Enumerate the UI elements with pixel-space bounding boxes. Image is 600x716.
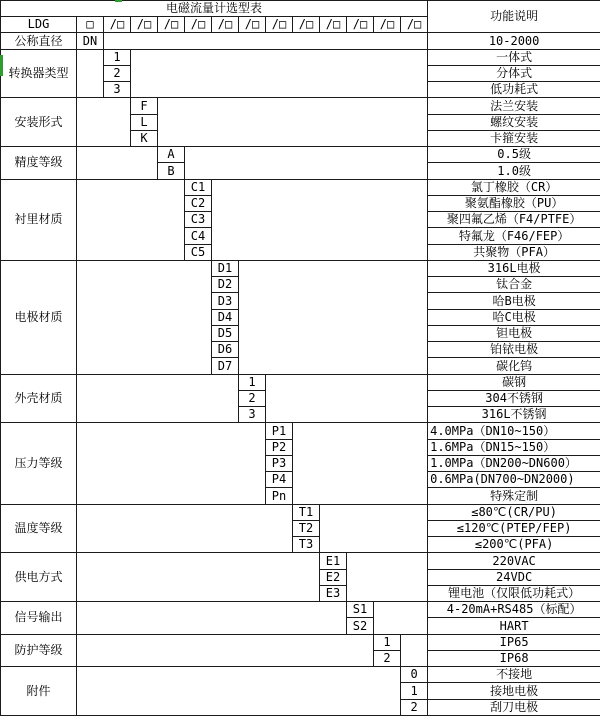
code-cell: 2	[401, 699, 428, 716]
description-cell: 24VDC	[428, 569, 600, 585]
description-cell: 316L电极	[428, 260, 600, 276]
filler-cell	[347, 553, 428, 602]
code-cell: D2	[212, 277, 239, 293]
description-cell: IP68	[428, 650, 600, 666]
category-cell: 公称直径	[1, 33, 77, 49]
table-row	[1, 553, 600, 569]
function-column-header: 功能说明	[428, 1, 600, 33]
filler-cell	[104, 33, 428, 49]
category-cell: 衬里材质	[1, 179, 77, 260]
code-cell: F	[131, 98, 158, 114]
code-cell: P2	[266, 439, 293, 455]
category-cell: 防护等级	[1, 634, 77, 667]
filler-cell	[320, 504, 428, 553]
filler-cell	[212, 179, 428, 260]
filler-cell	[77, 634, 374, 667]
filler-cell	[77, 553, 320, 602]
code-cell: 2	[239, 390, 266, 406]
code-cell: 1	[104, 49, 131, 65]
code-cell: 2	[374, 650, 401, 666]
description-cell: 低功耗式	[428, 82, 600, 98]
description-cell: 螺纹安装	[428, 114, 600, 130]
filler-cell	[77, 504, 293, 553]
description-cell: 接地电极	[428, 683, 600, 699]
table-row	[1, 147, 600, 163]
description-cell: 聚四氟乙烯（F4/PTFE）	[428, 212, 600, 228]
description-cell: 钛合金	[428, 277, 600, 293]
description-cell: 0.6MPa(DN700~DN2000)	[428, 472, 600, 488]
model-first-box: □	[77, 17, 104, 33]
description-cell: 不接地	[428, 667, 600, 683]
model-prefix-label: LDG	[1, 17, 77, 33]
table-row	[1, 667, 600, 683]
table-row	[1, 423, 600, 439]
category-cell: 安装形式	[1, 98, 77, 147]
code-cell: 3	[104, 82, 131, 98]
model-slot-box: /□	[158, 17, 185, 33]
description-cell: 氯丁橡胶（CR）	[428, 179, 600, 195]
filler-cell	[131, 49, 428, 98]
table-title: 电磁流量计选型表	[1, 1, 428, 17]
code-cell: K	[131, 130, 158, 146]
table-row	[1, 179, 600, 195]
filler-cell	[266, 374, 428, 423]
code-cell: T3	[293, 537, 320, 553]
description-cell: 0.5级	[428, 147, 600, 163]
description-cell: 220VAC	[428, 553, 600, 569]
filler-cell	[77, 374, 239, 423]
model-slot-box: /□	[212, 17, 239, 33]
description-cell: 刮刀电极	[428, 699, 600, 716]
description-cell: 聚氨酯橡胶（PU）	[428, 195, 600, 211]
model-slot-box: /□	[293, 17, 320, 33]
category-cell: 外壳材质	[1, 374, 77, 423]
code-cell: S1	[347, 602, 374, 618]
filler-cell	[185, 147, 428, 180]
code-cell: E1	[320, 553, 347, 569]
model-slot-box: /□	[131, 17, 158, 33]
code-cell: C2	[185, 195, 212, 211]
description-cell: 法兰安装	[428, 98, 600, 114]
table-row	[1, 260, 600, 276]
description-cell: 钽电极	[428, 325, 600, 341]
description-cell: ≤80℃(CR/PU)	[428, 504, 600, 520]
code-cell: Pn	[266, 488, 293, 504]
category-cell: 转换器类型	[1, 49, 77, 98]
description-cell: 316L不锈钢	[428, 407, 600, 423]
category-cell: 信号输出	[1, 602, 77, 635]
code-cell: 1	[374, 634, 401, 650]
code-cell: 3	[239, 407, 266, 423]
category-cell: 精度等级	[1, 147, 77, 180]
code-cell: L	[131, 114, 158, 130]
model-slot-box: /□	[185, 17, 212, 33]
filler-cell	[77, 602, 347, 635]
description-cell: 1.6MPa（DN15~150）	[428, 439, 600, 455]
table-row	[1, 98, 600, 114]
description-cell: ≤200℃(PFA)	[428, 537, 600, 553]
model-slot-box: /□	[266, 17, 293, 33]
category-cell: 供电方式	[1, 553, 77, 602]
table-row	[1, 504, 600, 520]
category-cell: 附件	[1, 667, 77, 716]
code-cell: P3	[266, 455, 293, 471]
code-cell: B	[158, 163, 185, 179]
code-cell: 0	[401, 667, 428, 683]
model-slot-box: /□	[239, 17, 266, 33]
code-cell: D4	[212, 309, 239, 325]
description-cell: 锂电池（仅限低功耗式）	[428, 585, 600, 601]
description-cell: 4-20mA+RS485（标配）	[428, 602, 600, 618]
description-cell: 铂铱电极	[428, 342, 600, 358]
description-cell: HART	[428, 618, 600, 634]
filler-cell	[401, 634, 428, 667]
code-cell: C4	[185, 228, 212, 244]
code-cell: T1	[293, 504, 320, 520]
description-cell: 304不锈钢	[428, 390, 600, 406]
code-cell: S2	[347, 618, 374, 634]
model-slot-box: /□	[401, 17, 428, 33]
code-cell: T2	[293, 520, 320, 536]
description-cell: 哈B电极	[428, 293, 600, 309]
code-cell: 1	[239, 374, 266, 390]
filler-cell	[293, 423, 428, 504]
filler-cell	[239, 260, 428, 374]
header-row	[1, 1, 600, 17]
code-cell: D1	[212, 260, 239, 276]
code-cell: D3	[212, 293, 239, 309]
table-row	[1, 33, 600, 49]
category-cell: 电极材质	[1, 260, 77, 374]
category-cell: 温度等级	[1, 504, 77, 553]
model-slot-box: /□	[347, 17, 374, 33]
description-cell: IP65	[428, 634, 600, 650]
description-cell: 碳钢	[428, 374, 600, 390]
table-row	[1, 49, 600, 65]
code-cell: E3	[320, 585, 347, 601]
description-cell: 分体式	[428, 65, 600, 81]
description-cell: 碳化钨	[428, 358, 600, 374]
description-cell: 10-2000	[428, 33, 600, 49]
model-slot-box: /□	[320, 17, 347, 33]
description-cell: 卡箍安装	[428, 130, 600, 146]
model-slot-box: /□	[374, 17, 401, 33]
code-cell: D5	[212, 325, 239, 341]
filler-cell	[77, 667, 401, 716]
filler-cell	[374, 602, 428, 635]
description-cell: 共聚物（PFA）	[428, 244, 600, 260]
description-cell: 一体式	[428, 49, 600, 65]
code-cell: P1	[266, 423, 293, 439]
filler-cell	[158, 98, 428, 147]
code-cell: D7	[212, 358, 239, 374]
category-cell: 压力等级	[1, 423, 77, 504]
code-cell: C3	[185, 212, 212, 228]
code-cell: 1	[401, 683, 428, 699]
table-row	[1, 602, 600, 618]
code-cell: 2	[104, 65, 131, 81]
code-cell: E2	[320, 569, 347, 585]
description-cell: 哈C电极	[428, 309, 600, 325]
table-row	[1, 634, 600, 650]
description-cell: 4.0MPa（DN10~150）	[428, 423, 600, 439]
filler-cell	[77, 260, 212, 374]
code-cell: D6	[212, 342, 239, 358]
filler-cell	[77, 179, 185, 260]
filler-cell	[77, 147, 158, 180]
description-cell: 特殊定制	[428, 488, 600, 504]
description-cell: ≤120℃(PTEP/FEP)	[428, 520, 600, 536]
description-cell: 特氟龙（F46/FEP）	[428, 228, 600, 244]
code-cell: P4	[266, 472, 293, 488]
model-slot-box: /□	[104, 17, 131, 33]
filler-cell	[77, 49, 104, 98]
code-cell: C1	[185, 179, 212, 195]
code-cell: DN	[77, 33, 104, 49]
code-cell: C5	[185, 244, 212, 260]
filler-cell	[77, 423, 266, 504]
table-row	[1, 374, 600, 390]
description-cell: 1.0级	[428, 163, 600, 179]
filler-cell	[77, 98, 131, 147]
description-cell: 1.0MPa（DN200~DN600）	[428, 455, 600, 471]
code-cell: A	[158, 147, 185, 163]
